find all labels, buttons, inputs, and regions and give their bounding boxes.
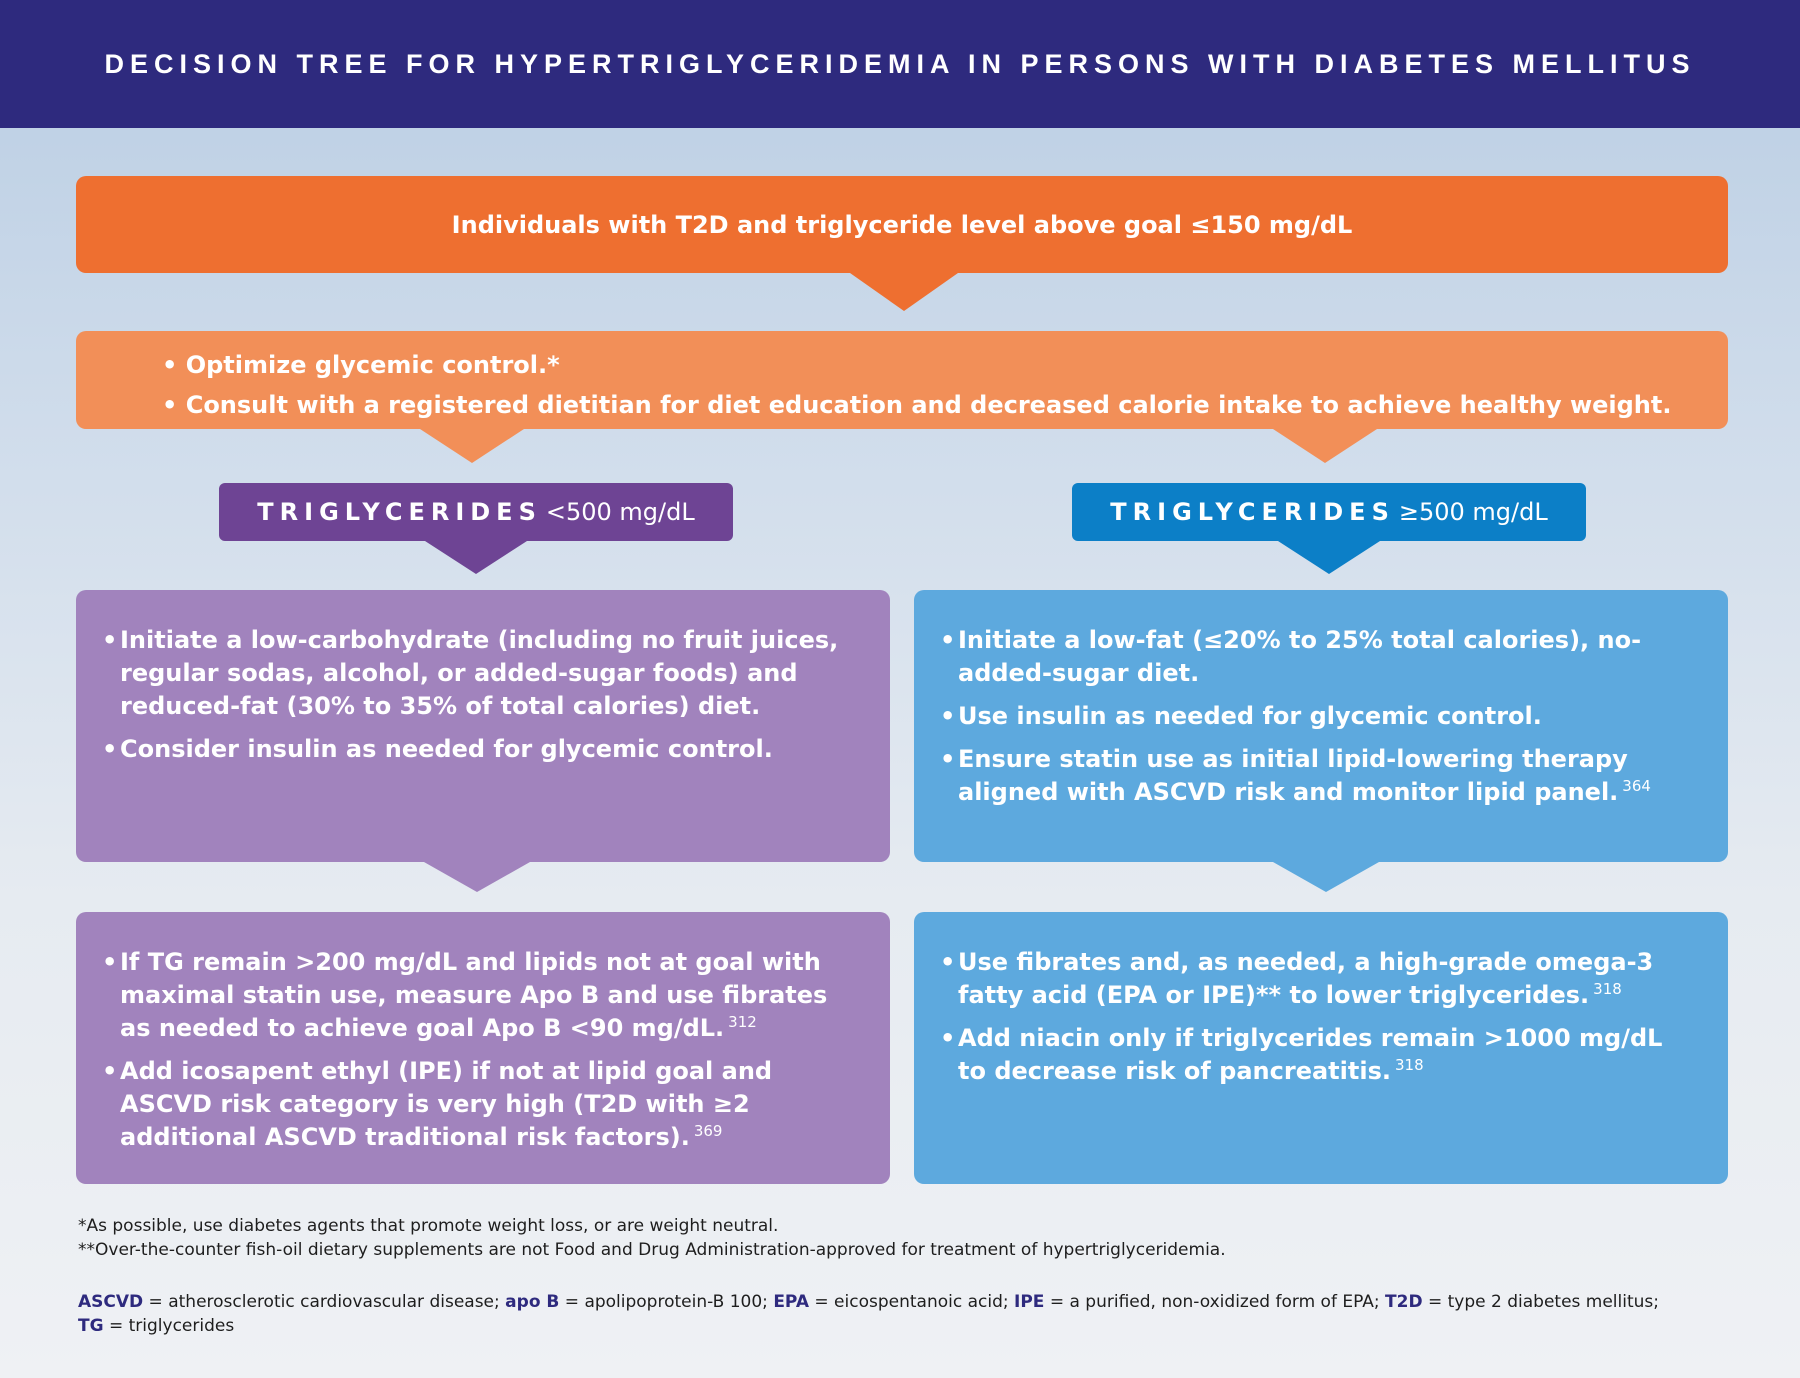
arrow-right-panel-down — [1273, 862, 1379, 892]
right-panel-followup — [914, 912, 1728, 1184]
bullet-text: If TG remain >200 mg/dL and lipids not at goal with maximal statin use, measure Apo B and use fibrates as needed to achieve goal Apo B <90 mg/dL. — [120, 948, 828, 1042]
abbr-definition: eicospentanoic acid — [834, 1292, 1003, 1312]
right-panel-followup-item — [940, 946, 1698, 1012]
right-panel-initial-item — [940, 743, 1698, 809]
bullet-text: Consider insulin as needed for glycemic control. — [120, 735, 773, 763]
abbr-term: ASCVD — [78, 1292, 144, 1312]
abbr-definition: atherosclerotic cardiovascular disease — [168, 1292, 495, 1312]
lifestyle-item: • Consult with a registered dietitian for diet education and decreased calorie intake to achieve healthy weight. — [162, 391, 1672, 419]
left-branch-label — [219, 483, 733, 541]
left-branch-label-value: <500 mg/dL — [545, 498, 695, 526]
bullet-text: Initiate a low-fat (≤20% to 25% total calories), no-added-sugar diet. — [958, 626, 1642, 687]
left-panel-initial-item — [102, 624, 860, 723]
left-panel-initial — [76, 590, 890, 862]
bullet-text: Initiate a low-carbohydrate (including no fruit juices, regular sodas, alcohol, or added-sugar foods) and reduced-fat (30% to 35% of total calories) diet. — [120, 626, 839, 720]
abbr-definition: apolipoprotein-B 100 — [584, 1292, 763, 1312]
bullet-text: Use fibrates and, as needed, a high-grade omega-3 fatty acid (EPA or IPE)** to lower triglycerides. — [958, 948, 1654, 1009]
reference-number: 364 — [1622, 777, 1651, 795]
reference-number: 312 — [728, 1013, 757, 1031]
right-panel-initial-item — [940, 624, 1698, 690]
right-branch-label-word: TRIGLYCERIDES — [1110, 498, 1395, 526]
arrow-left-panel-down — [424, 862, 530, 892]
left-panel-initial-item — [102, 733, 860, 766]
footnote: *As possible, use diabetes agents that promote weight loss, or are weight neutral. — [78, 1216, 779, 1236]
arrow-left-label-down — [425, 541, 527, 574]
right-panel-initial-item — [940, 700, 1698, 733]
footnote: **Over-the-counter fish-oil dietary supplements are not Food and Drug Administration-approved for treatment of hypertriglyceridemia. — [78, 1240, 1226, 1260]
reference-number: 318 — [1394, 1056, 1424, 1074]
bullet-text: Ensure statin use as initial lipid-lowering therapy aligned with ASCVD risk and monitor lipid panel. — [958, 745, 1628, 806]
footnotes — [78, 1214, 1758, 1262]
abbr-term: T2D — [1385, 1292, 1423, 1312]
lifestyle-item-text: Consult with a registered dietitian for diet education and decreased calorie intake to achieve healthy weight. — [185, 391, 1672, 419]
lifestyle-item-text: Optimize glycemic control.* — [185, 351, 560, 379]
entry-criteria-box: Individuals with T2D and triglyceride level above goal ≤150 mg/dL — [76, 176, 1728, 273]
abbr-definition: triglycerides — [128, 1316, 235, 1336]
arrow-to-right-branch — [1273, 429, 1377, 463]
lifestyle-box — [76, 331, 1728, 429]
bullet-text: Add niacin only if triglycerides remain >1000 mg/dL to decrease risk of pancreatitis. — [958, 1024, 1663, 1085]
arrow-to-left-branch — [420, 429, 524, 463]
right-branch-label-value: ≥500 mg/dL — [1398, 498, 1548, 526]
abbreviation-list: ASCVD = atherosclerotic cardiovascular disease; apo B = apolipoprotein-B 100; EPA = eicospentanoic acid; IPE = a purified, non-oxidized form of EPA; T2D = type 2 diabetes mellitus; TG = triglycerides — [78, 1292, 1660, 1336]
right-branch-label — [1072, 483, 1586, 541]
bullet-text: Add icosapent ethyl (IPE) if not at lipid goal and ASCVD risk category is very high (T2D with ≥2 additional ASCVD traditional risk factors). — [120, 1057, 773, 1151]
abbr-definition: type 2 diabetes mellitus — [1447, 1292, 1654, 1312]
bullet-text: Use insulin as needed for glycemic control. — [958, 702, 1542, 730]
abbr-term: IPE — [1014, 1292, 1045, 1312]
right-panel-followup-item — [940, 1022, 1698, 1088]
left-panel-followup-item — [102, 1055, 860, 1154]
arrow-right-label-down — [1278, 541, 1380, 574]
abbr-term: EPA — [773, 1292, 809, 1312]
left-branch-label-word: TRIGLYCERIDES — [257, 498, 542, 526]
left-panel-followup-item — [102, 946, 860, 1045]
abbr-term: TG — [78, 1316, 104, 1336]
arrow-to-lifestyle — [850, 273, 958, 311]
right-panel-initial — [914, 590, 1728, 862]
reference-number: 369 — [693, 1122, 723, 1140]
reference-number: 318 — [1593, 980, 1622, 998]
left-panel-followup — [76, 912, 890, 1184]
diagram-title: DECISION TREE FOR HYPERTRIGLYCERIDEMIA IN PERSONS WITH DIABETES MELLITUS — [0, 0, 1800, 128]
abbr-definition: a purified, non-oxidized form of EPA — [1069, 1292, 1374, 1312]
abbr-term: apo B — [505, 1292, 560, 1312]
lifestyle-item: • Optimize glycemic control.* — [162, 351, 560, 379]
